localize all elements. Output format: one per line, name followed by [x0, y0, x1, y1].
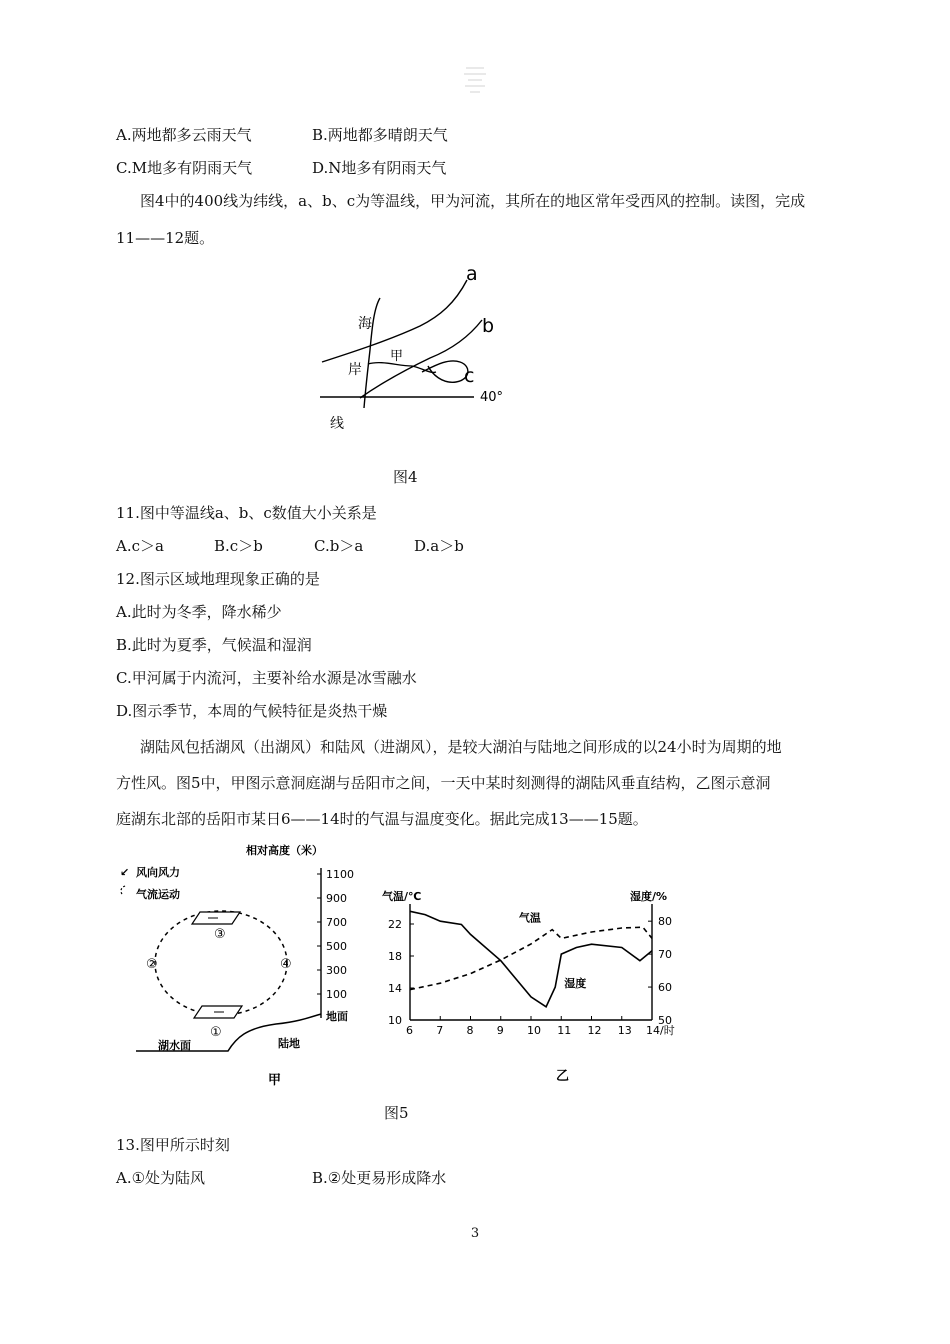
jia-tick-900: 900 — [326, 892, 347, 905]
fig4-label-hai: 海 — [358, 316, 372, 332]
jia-pos3: ③ — [214, 927, 226, 942]
yi-right-tick-label: 60 — [658, 981, 672, 995]
fig4-intro-line2: 11——12题。 — [116, 229, 215, 247]
jia-pos1: ① — [210, 1025, 222, 1040]
yi-right-tick-label: 50 — [658, 1014, 672, 1027]
jia-tick-100: 100 — [326, 988, 347, 1001]
yi-series-temperature — [410, 927, 652, 989]
q13-option-b: B.②处更易形成降水 — [312, 1169, 447, 1187]
fig5-caption: 图5 — [384, 1104, 409, 1122]
jia-tick-500: 500 — [326, 940, 347, 953]
figure-4-map — [310, 258, 520, 438]
q11-option-c: C.b＞a — [314, 537, 364, 555]
q12-stem: 12.图示区域地理现象正确的是 — [116, 570, 320, 588]
q10-option-b: B.两地都多晴朗天气 — [312, 126, 448, 144]
fig4-label-40: 40° — [480, 390, 504, 405]
yi-left-tick-label: 10 — [388, 1014, 402, 1027]
jia-ground: 地面 — [326, 1010, 348, 1023]
fig4-label-xian: 线 — [330, 416, 344, 432]
yi-left-axis-label: 气温/℃ — [382, 890, 422, 903]
yi-label-humidity: 湿度 — [564, 977, 587, 991]
fig5-intro-line3: 庭湖东北部的岳阳市某日6——14时的气温与温度变化。据此完成13——15题。 — [116, 810, 648, 828]
q12-option-d: D.图示季节，本周的气候特征是炎热干燥 — [116, 702, 388, 720]
wind-legend-icon: ↙ — [120, 866, 130, 879]
q11-stem: 11.图中等温线a、b、c数值大小关系是 — [116, 504, 377, 522]
q12-option-b: B.此时为夏季，气候温和湿润 — [116, 636, 312, 654]
yi-x-tick-label: 11 — [557, 1024, 572, 1037]
jia-label: 甲 — [268, 1073, 282, 1088]
yi-sub-label: 乙 — [556, 1069, 570, 1084]
q12-option-a: A.此时为冬季，降水稀少 — [116, 603, 282, 621]
river-jia — [368, 363, 436, 373]
jia-pos4: ④ — [280, 957, 292, 972]
figure-5-jia — [116, 838, 366, 1088]
fig4-label-a: a — [466, 263, 478, 285]
q10-option-c: C.M地多有阴雨天气 — [116, 159, 253, 177]
yi-x-tick-label: 6 — [406, 1024, 413, 1037]
figure-5-yi-chart — [380, 880, 700, 1090]
yi-x-tick-label: 9 — [496, 1024, 504, 1037]
yi-x-tick-label: 14/时 — [646, 1024, 675, 1037]
jia-tick-1100: 1100 — [326, 868, 354, 881]
airflow-legend-icon — [121, 886, 126, 894]
yi-right-tick-label: 70 — [658, 948, 672, 962]
jia-lake: 湖水面 — [158, 1039, 191, 1052]
q10-option-d: D.N地多有阴雨天气 — [312, 159, 447, 177]
q10-option-a: A.两地都多云雨天气 — [116, 126, 252, 144]
fig4-label-an: 岸 — [348, 362, 362, 378]
yi-x-tick-label: 7 — [436, 1024, 444, 1037]
fig4-label-jia: 甲 — [390, 349, 404, 364]
fig5-intro-line2: 方性风。图5中，甲图示意洞庭湖与岳阳市之间，一天中某时刻测得的湖陆风垂直结构，乙图示意洞 — [116, 774, 771, 792]
jia-tick-300: 300 — [326, 964, 347, 977]
jia-axis-title: 相对高度（米） — [246, 844, 323, 857]
q11-option-d: D.a＞b — [414, 537, 464, 555]
fig4-label-b: b — [482, 315, 495, 337]
q11-option-a: A.c＞a — [116, 537, 164, 555]
yi-label-temperature: 气温 — [518, 911, 541, 925]
fig5-intro-line1: 湖陆风包括湖风（出湖风）和陆风（进湖风），是较大湖泊与陆地之间形成的以24小时为周期的地 — [140, 738, 782, 756]
fig4-caption: 图4 — [393, 468, 418, 486]
yi-left-tick-label: 18 — [388, 950, 402, 963]
page-number: 3 — [470, 1226, 480, 1241]
fig4-label-c: c — [464, 365, 475, 387]
jia-pos2: ② — [146, 957, 158, 972]
yi-x-tick-label: 8 — [466, 1024, 474, 1037]
jia-tick-700: 700 — [326, 916, 347, 929]
yi-x-tick-label: 12 — [587, 1024, 602, 1037]
coastline — [364, 298, 380, 408]
q13-stem: 13.图甲所示时刻 — [116, 1136, 230, 1154]
watermark-icon — [462, 62, 488, 98]
yi-right-axis-label: 湿度/% — [630, 890, 668, 903]
q13-option-a: A.①处为陆风 — [116, 1169, 206, 1187]
yi-left-tick-label: 22 — [388, 918, 402, 931]
legend-wind: 风向风力 — [136, 866, 180, 879]
q11-option-b: B.c＞b — [214, 537, 263, 555]
q12-option-c: C.甲河属于内流河，主要补给水源是冰雪融水 — [116, 669, 417, 687]
fig4-intro-line1: 图4中的400线为纬线，a、b、c为等温线，甲为河流，其所在的地区常年受西风的控制。读图，完成 — [140, 192, 806, 210]
yi-series-humidity — [410, 911, 652, 1007]
jia-land: 陆地 — [278, 1037, 300, 1050]
yi-right-tick-label: 80 — [658, 915, 672, 929]
legend-flow: 气流运动 — [136, 888, 180, 901]
yi-x-tick-label: 13 — [617, 1024, 632, 1037]
yi-x-tick-label: 10 — [527, 1024, 541, 1037]
yi-left-tick-label: 14 — [388, 982, 402, 995]
